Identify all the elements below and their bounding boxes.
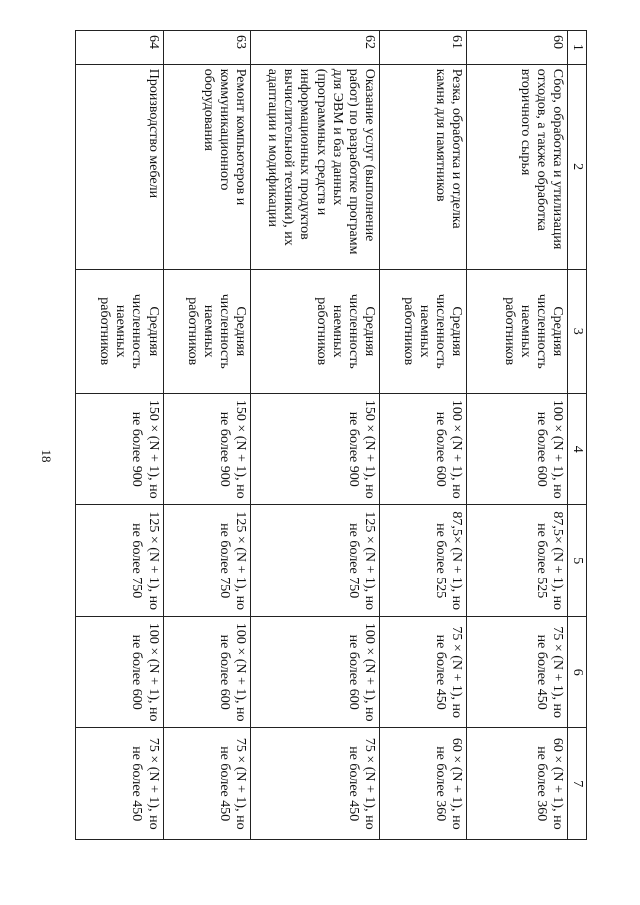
value-cell-7: 60 × (N + 1), но не более 360 <box>379 728 467 840</box>
value-cell-5: 87,5× (N + 1), но не более 525 <box>379 505 467 616</box>
row-number: 64 <box>76 31 164 65</box>
value-cell-6: 100 × (N + 1), но не более 600 <box>163 616 251 727</box>
header-cell: 2 <box>568 64 587 269</box>
value-cell-6: 75 × (N + 1), но не более 450 <box>467 616 568 727</box>
value-cell-5: 125 × (N + 1), но не более 750 <box>76 505 164 616</box>
activity-name: Оказание услуг (выполнение работ) по разработке программ для ЭВМ и баз данных (программных средств и информационных продуктов вычислительной техники), их адаптации и модификации <box>251 64 380 269</box>
parameter-cell: Средняя численность наемных работников <box>251 269 380 393</box>
table-header-row <box>568 31 587 840</box>
value-cell-4: 100 × (N + 1), но не более 600 <box>379 393 467 504</box>
value-cell-6: 75 × (N + 1), но не более 450 <box>379 616 467 727</box>
table-row <box>163 31 251 840</box>
value-cell-4: 150 × (N + 1), но не более 900 <box>163 393 251 504</box>
value-cell-4: 150 × (N + 1), но не более 900 <box>251 393 380 504</box>
header-cell: 5 <box>568 505 587 616</box>
parameter-cell: Средняя численность наемных работников <box>379 269 467 393</box>
row-number: 63 <box>163 31 251 65</box>
activity-name: Сбор, обработка и утилизация отходов, а также обработка вторичного сырья <box>467 64 568 269</box>
row-number: 60 <box>467 31 568 65</box>
table-row <box>251 31 380 840</box>
value-cell-5: 87,5× (N + 1), но не более 525 <box>467 505 568 616</box>
activity-name: Производство мебели <box>76 64 164 269</box>
tariff-table <box>75 30 587 840</box>
parameter-cell: Средняя численность наемных работников <box>76 269 164 393</box>
header-cell: 4 <box>568 393 587 504</box>
value-cell-5: 125 × (N + 1), но не более 750 <box>251 505 380 616</box>
value-cell-7: 75 × (N + 1), но не более 450 <box>76 728 164 840</box>
value-cell-4: 100 × (N + 1), но не более 600 <box>467 393 568 504</box>
table-row <box>76 31 164 840</box>
activity-name: Ремонт компьютеров и коммуникационного оборудования <box>163 64 251 269</box>
activity-name: Резка, обработка и отделка камня для памятников <box>379 64 467 269</box>
value-cell-7: 75 × (N + 1), но не более 450 <box>163 728 251 840</box>
row-number: 61 <box>379 31 467 65</box>
header-cell: 7 <box>568 728 587 840</box>
header-cell: 3 <box>568 269 587 393</box>
parameter-cell: Средняя численность наемных работников <box>467 269 568 393</box>
value-cell-6: 100 × (N + 1), но не более 600 <box>251 616 380 727</box>
page-number: 18 <box>39 449 54 463</box>
value-cell-7: 75 × (N + 1), но не более 450 <box>251 728 380 840</box>
value-cell-4: 150 × (N + 1), но не более 900 <box>76 393 164 504</box>
header-cell: 6 <box>568 616 587 727</box>
rotated-table-container <box>75 30 587 840</box>
parameter-cell: Средняя численность наемных работников <box>163 269 251 393</box>
row-number: 62 <box>251 31 380 65</box>
table-row <box>379 31 467 840</box>
value-cell-6: 100 × (N + 1), но не более 600 <box>76 616 164 727</box>
header-cell: 1 <box>568 31 587 65</box>
table-row <box>467 31 568 840</box>
value-cell-7: 60 × (N + 1), но не более 360 <box>467 728 568 840</box>
value-cell-5: 125 × (N + 1), но не более 750 <box>163 505 251 616</box>
